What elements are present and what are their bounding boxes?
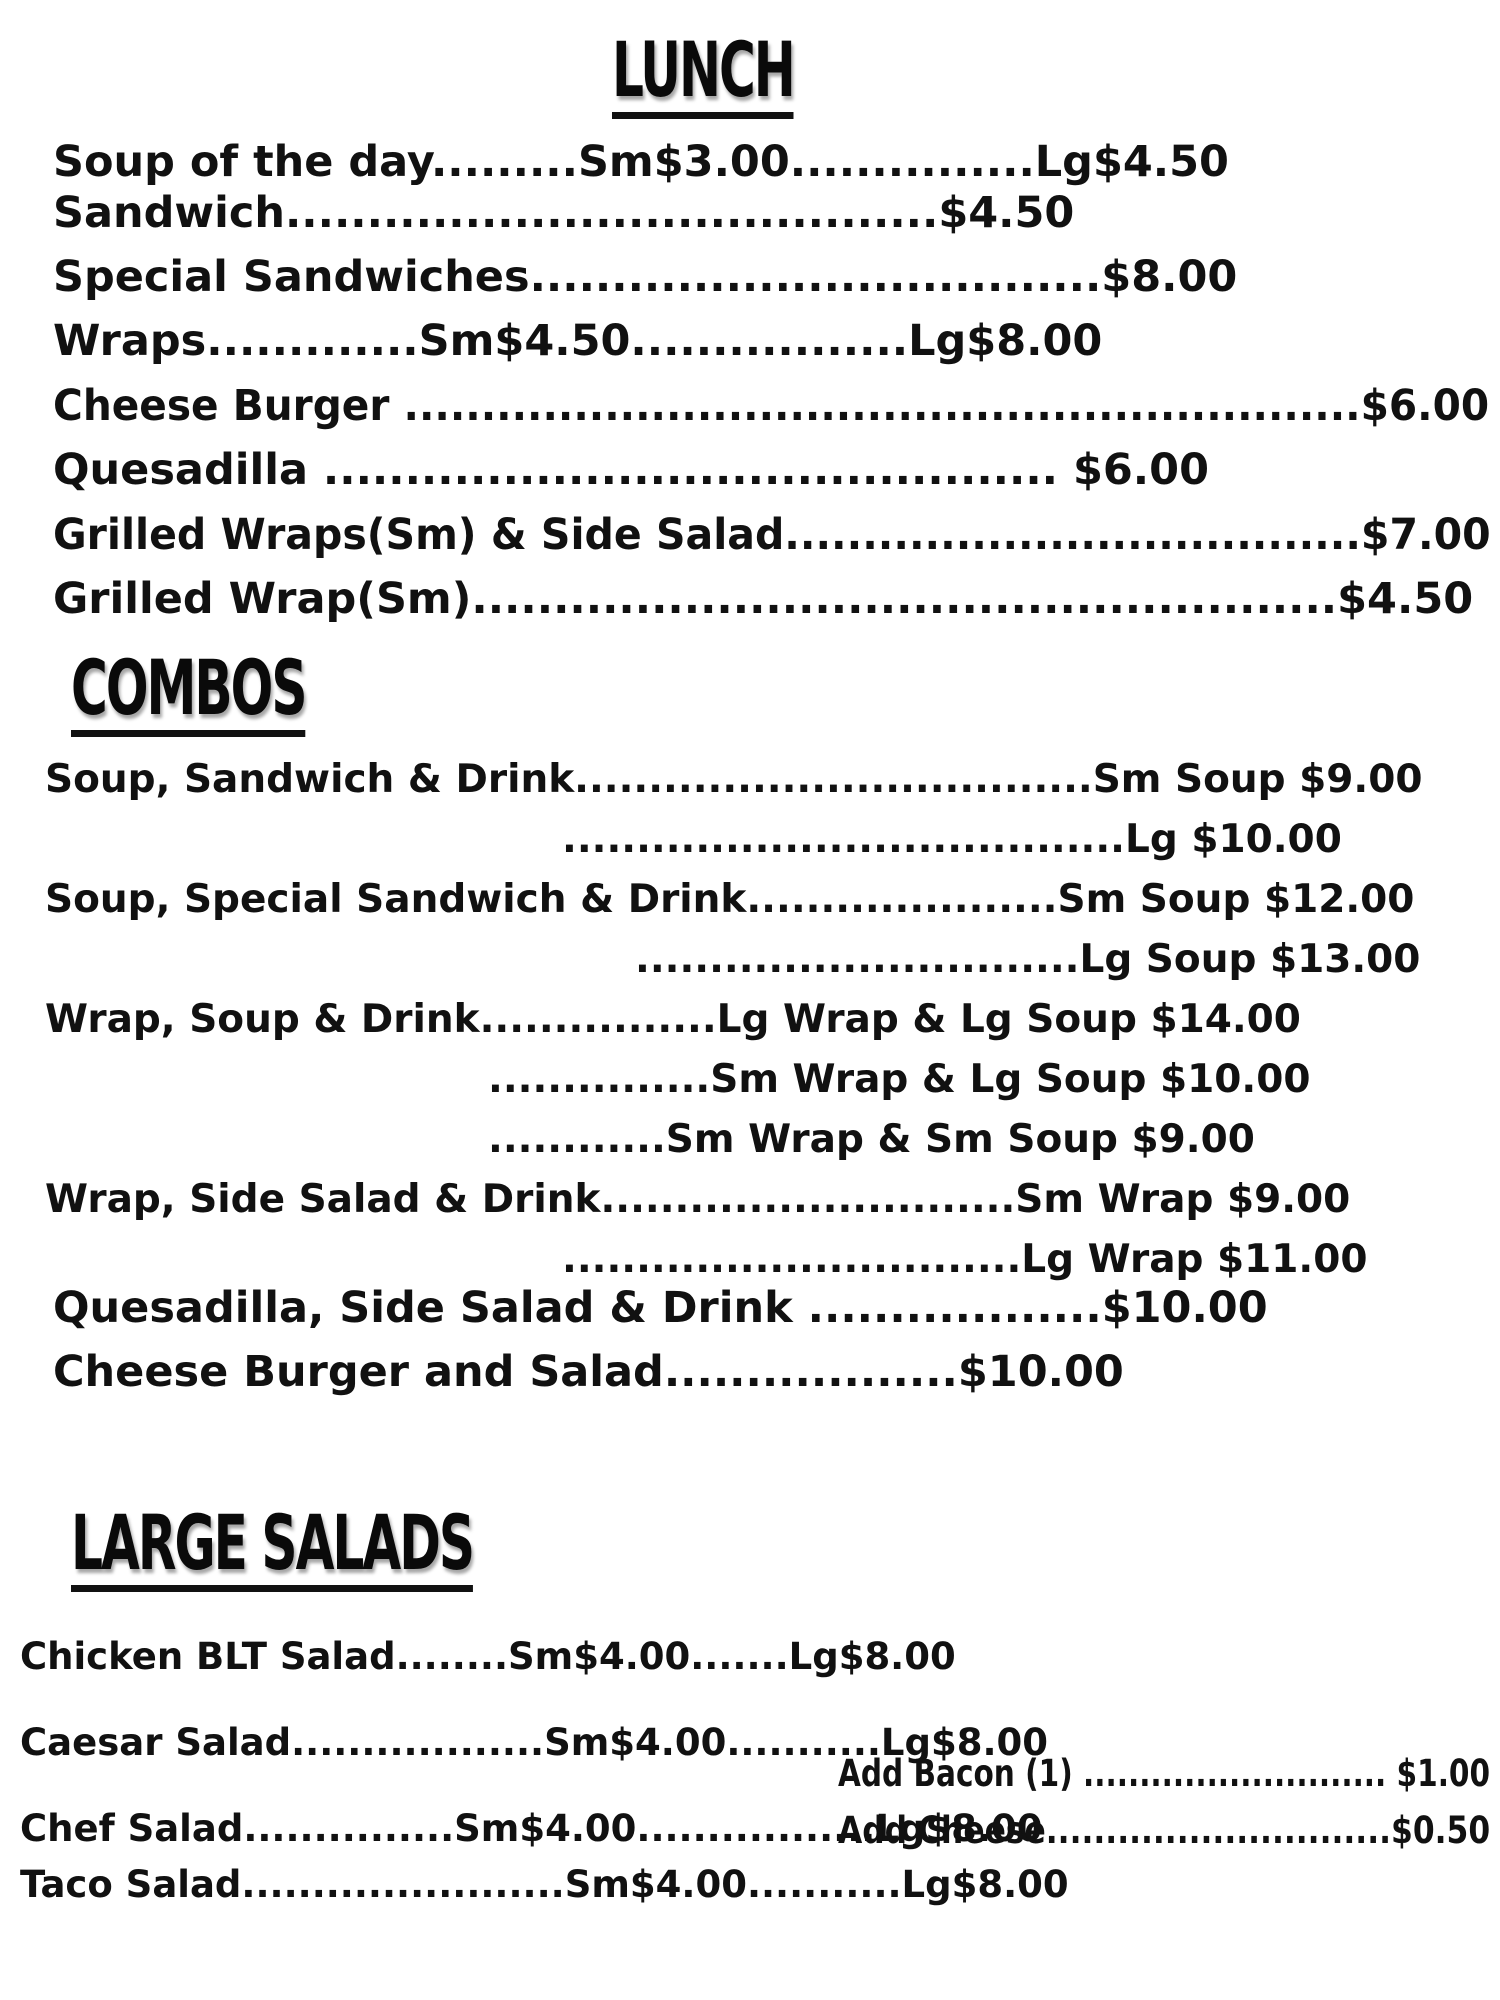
combos-heading-text: COMBOS	[71, 650, 305, 737]
combo-wrap-soup-drink-sm-lg: ...............Sm Wrap & Lg Soup $10.00	[488, 1057, 1311, 1102]
lunch-item-grilled-wrap: Grilled Wrap(Sm).....................................................$4.50	[53, 574, 1474, 624]
lunch-item-wraps: Wraps.............Sm$4.50.................Lg$8.00	[53, 316, 1103, 366]
salad-taco: Taco Salad.......................Sm$4.00...........Lg$8.00	[20, 1863, 1069, 1906]
addon-cheese: Add Cheese.............................$0.50	[838, 1809, 1491, 1852]
combo-wrap-side-salad-drink-lg: ...............................Lg Wrap $11.00	[562, 1237, 1368, 1282]
large-salads-heading	[71, 1498, 474, 1592]
combo-wrap-soup-drink: Wrap, Soup & Drink................Lg Wrap & Lg Soup $14.00	[45, 997, 1301, 1042]
lunch-item-special-sandwiches: Special Sandwiches...................................$8.00	[53, 252, 1238, 302]
lunch-item-quesadilla: Quesadilla ............................................. $6.00	[53, 445, 1209, 495]
combos-heading	[71, 643, 306, 737]
addon-bacon: Add Bacon (1) ........................... $1.00	[838, 1752, 1491, 1795]
large-salads-heading-text: LARGE SALADS	[71, 1505, 473, 1592]
combo-cheese-burger-salad: Cheese Burger and Salad..................$10.00	[53, 1347, 1124, 1397]
combo-soup-sandwich-drink-lg: ......................................Lg $10.00	[562, 817, 1342, 862]
combo-soup-sandwich-drink: Soup, Sandwich & Drink...................................Sm Soup $9.00	[45, 757, 1423, 802]
lunch-item-grilled-wraps-side-salad: Grilled Wraps(Sm) & Side Salad.....................................$7.00	[53, 510, 1491, 560]
combo-soup-special-sandwich-drink-lg: ..............................Lg Soup $13.00	[635, 937, 1421, 982]
combo-quesadilla-side-salad-drink: Quesadilla, Side Salad & Drink ..................$10.00	[53, 1283, 1268, 1333]
lunch-heading-text: LUNCH	[612, 32, 794, 119]
combo-soup-special-sandwich-drink: Soup, Special Sandwich & Drink.....................Sm Soup $12.00	[45, 877, 1415, 922]
salad-caesar: Caesar Salad..................Sm$4.00...........Lg$8.00	[20, 1721, 1049, 1764]
salad-chicken-blt: Chicken BLT Salad........Sm$4.00.......Lg$8.00	[20, 1635, 956, 1678]
combo-wrap-side-salad-drink: Wrap, Side Salad & Drink............................Sm Wrap $9.00	[45, 1177, 1351, 1222]
combo-wrap-soup-drink-sm-sm: ............Sm Wrap & Sm Soup $9.00	[488, 1117, 1255, 1162]
salad-chef: Chef Salad...............Sm$4.00.................Lg$8.00	[20, 1807, 1043, 1850]
lunch-item-cheese-burger: Cheese Burger ..............................................................$6.00	[53, 381, 1490, 431]
lunch-heading	[612, 25, 794, 119]
lunch-item-soup: Soup of the day.........Sm$3.00...............Lg$4.50	[53, 137, 1229, 187]
lunch-item-sandwich: Sandwich........................................$4.50	[53, 188, 1075, 238]
